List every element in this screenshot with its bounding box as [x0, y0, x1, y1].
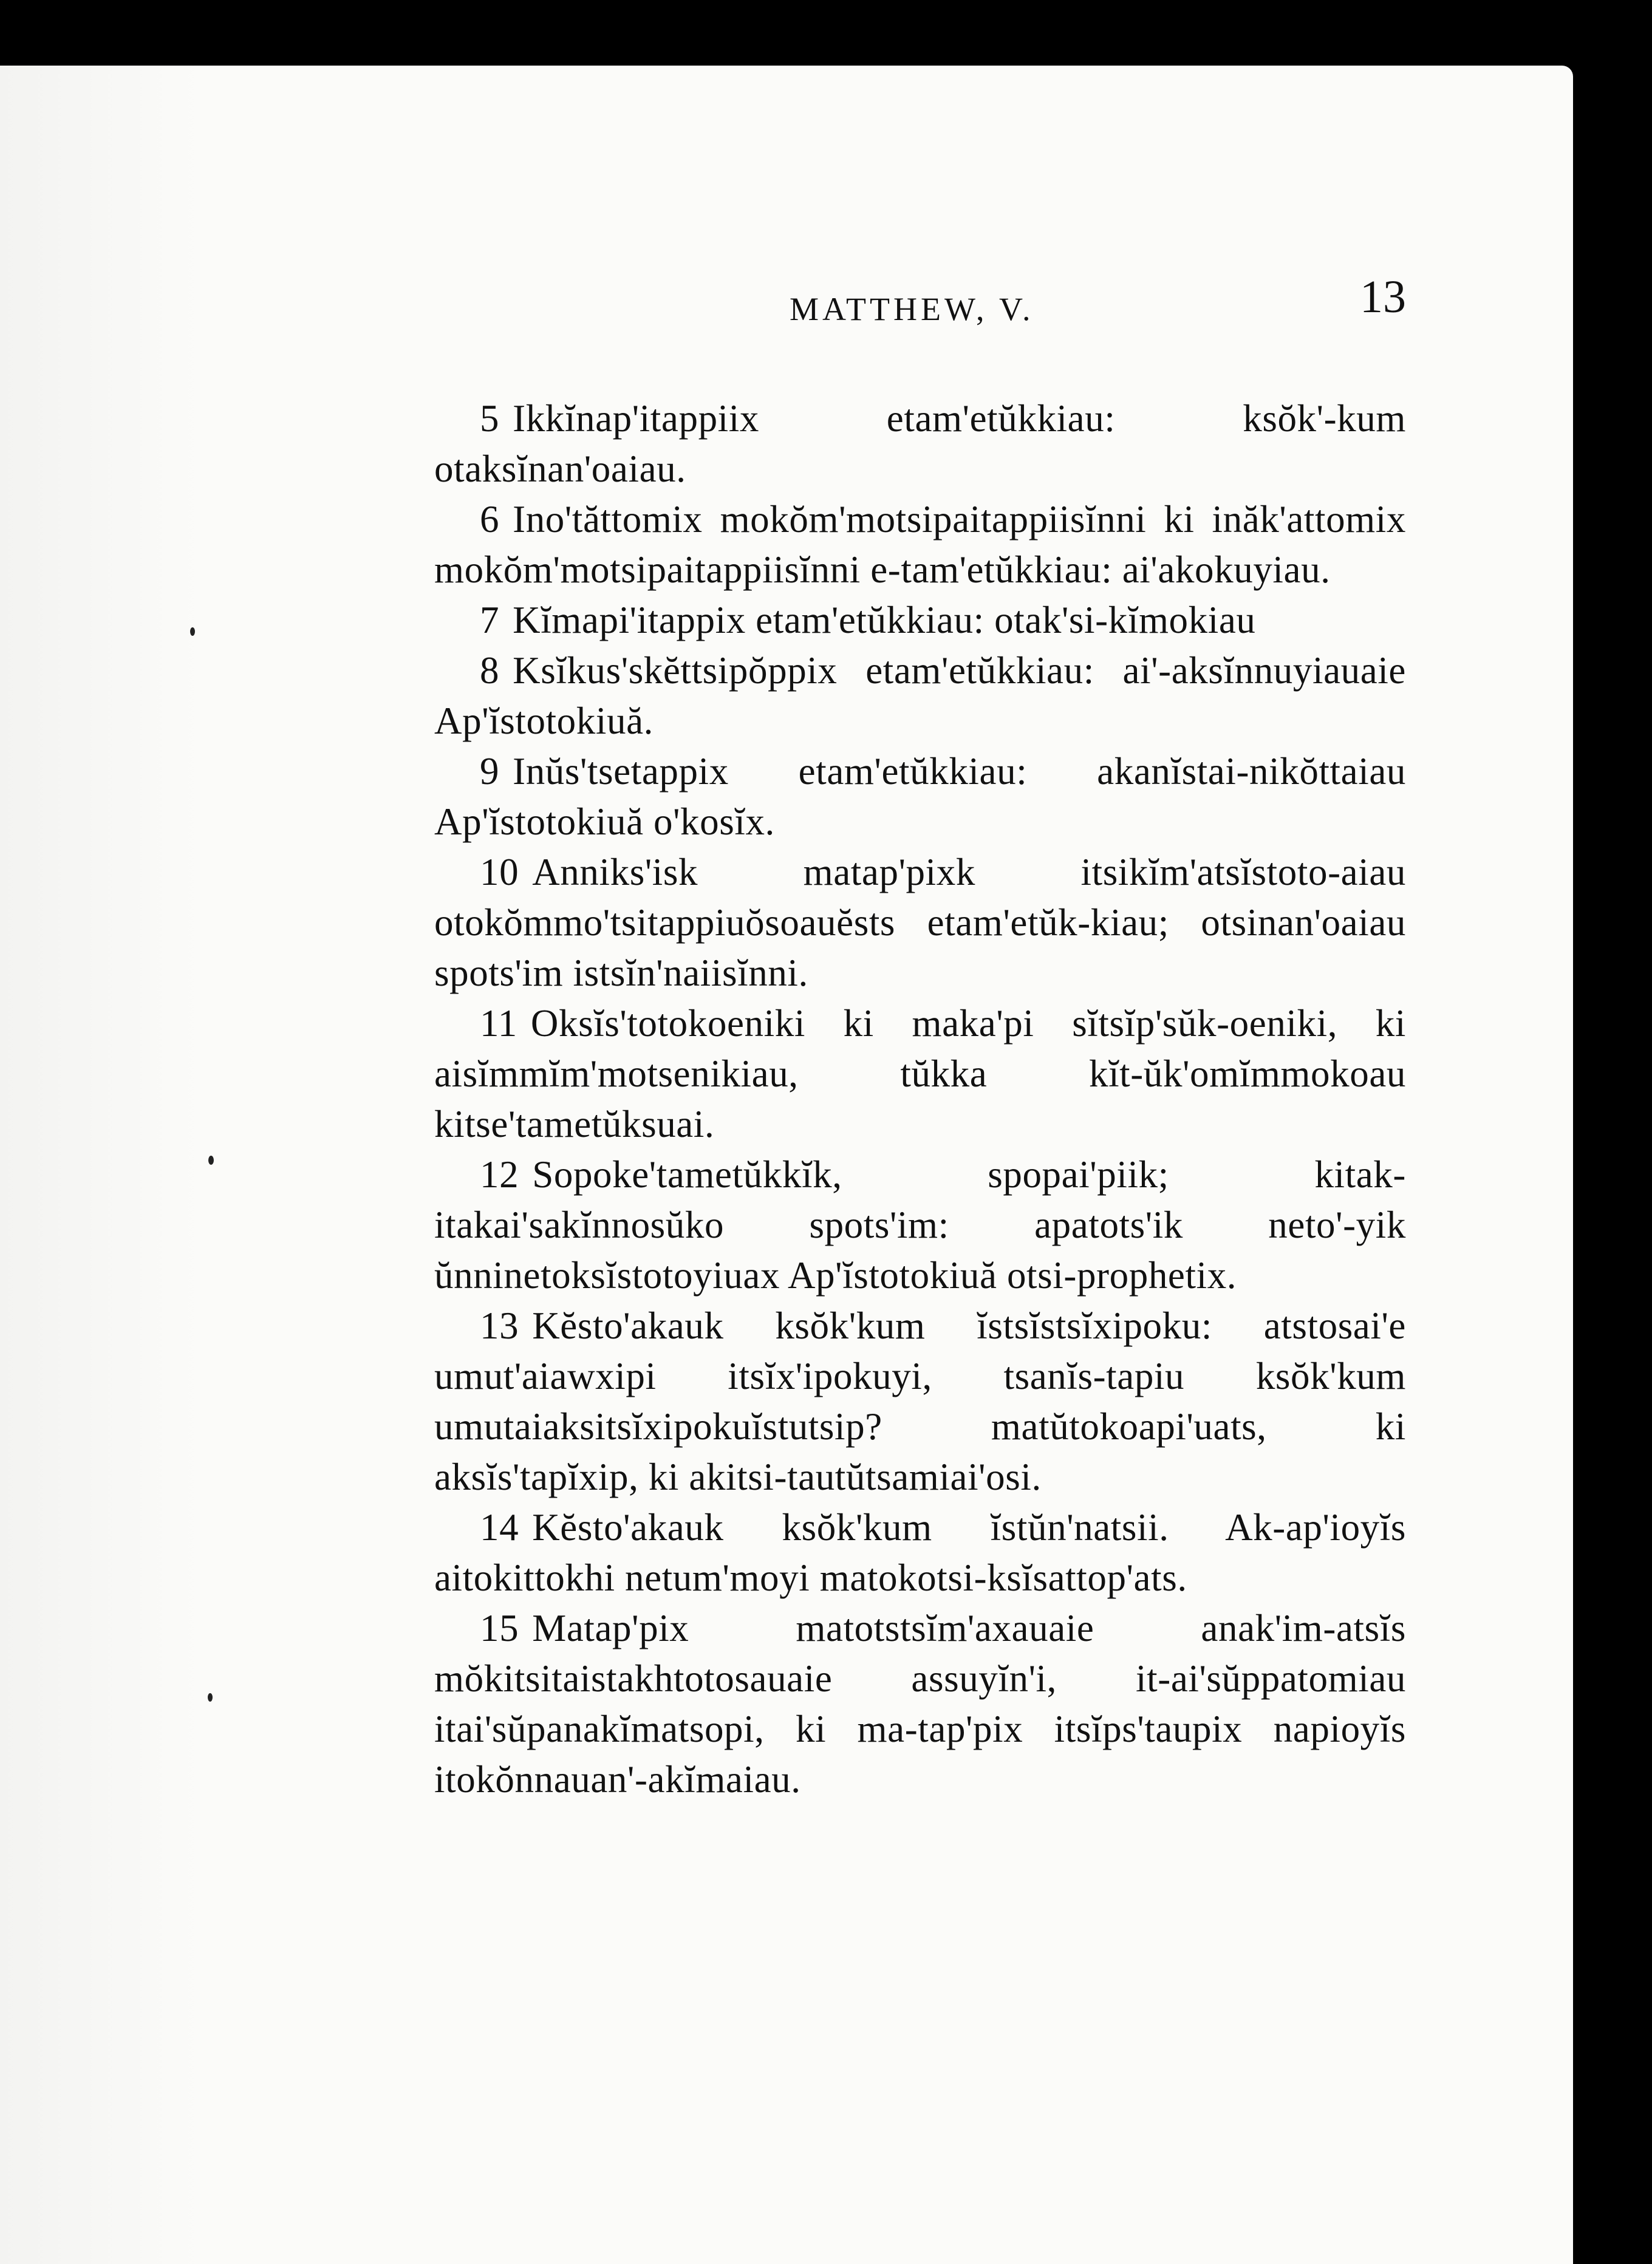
verse-text: Kĕsto'akauk ksŏk'kum ĭstsĭstsĭxipoku: atstosai'e umut'aiawxipi itsĭx'ipokuyi, tsanĭs-tapiu ksŏk'kum umutaiaksitsĭxipokuĭstutsip? matŭtokoapi'uats, ki aksĭs'tapĭxip, ki akitsi-tautŭtsamiai'osi.: [434, 1304, 1406, 1498]
verse-number: 8: [480, 649, 500, 692]
verse-number: 12: [480, 1153, 519, 1196]
verse-text: Ksĭkus'skĕttsipŏppix etam'etŭkkiau: ai'-aksĭnnuyiauaie Ap'ĭstotokiuă.: [434, 649, 1406, 742]
verse: [434, 746, 1406, 847]
verse-text: Matap'pix matotstsĭm'axauaie anak'im-atsĭs mŏkitsitaistakhtotosauaie assuyĭn'i, it-ai'sŭppatomiau itai'sŭpanakĭmatsopi, ki ma-tap'pix itsĭps'taupix napioyĭs itokŏnnauan'-akĭmaiau.: [434, 1607, 1406, 1801]
verse-number: 5: [480, 397, 500, 440]
verse: [434, 1301, 1406, 1502]
verse-text: Ikkĭnap'itappiix etam'etŭkkiau: ksŏk'-kum otaksĭnan'oaiau.: [434, 397, 1406, 490]
verse-text: Sopoke'tametŭkkĭk, spopai'piik; kitak-itakai'sakĭnnosŭko spots'im: apatots'ik neto'-yik ŭnninetoksĭstotoyiuax Ap'ĭstotokiuă otsi-prophetix.: [434, 1153, 1406, 1297]
verse-text: Oksĭs'totokoeniki ki maka'pi sĭtsĭp'sŭk-oeniki, ki aisĭmmĭm'motsenikiau, tŭkka kĭt-ŭk'omĭmmokoau kitse'tametŭksuai.: [434, 1002, 1406, 1145]
verse: [434, 1603, 1406, 1805]
verse-number: 10: [480, 851, 519, 893]
ink-speck: [208, 1693, 213, 1702]
verse: [434, 494, 1406, 595]
verse: [434, 646, 1406, 746]
verse: [434, 998, 1406, 1150]
verse-number: 13: [480, 1304, 519, 1347]
verse: [434, 595, 1406, 646]
verse-number: 15: [480, 1607, 519, 1649]
verse-number: 9: [480, 750, 500, 793]
verse-number: 14: [480, 1506, 519, 1549]
page-header: [440, 267, 1406, 352]
ink-speck: [190, 627, 195, 636]
verse-number: 11: [480, 1002, 517, 1045]
verse-text: Inŭs'tsetappix etam'etŭkkiau: akanĭstai-nikŏttaiau Ap'ĭstotokiuă o'kosĭx.: [434, 750, 1406, 843]
verse-text: Ino'tăttomix mokŏm'motsipaitappiisĭnni ki inăk'attomix mokŏm'motsipaitappiisĭnni e-tam'etŭkkiau: ai'akokuyiau.: [434, 498, 1406, 591]
verse: [434, 847, 1406, 998]
verse: [434, 1150, 1406, 1301]
running-head: MATTHEW, V.: [790, 291, 1034, 327]
verse: [434, 1502, 1406, 1603]
verse-text: Kĭmapi'itappix etam'etŭkkiau: otak'si-kĭmokiau: [513, 599, 1256, 641]
ink-speck: [208, 1156, 214, 1165]
verse-number: 7: [480, 599, 500, 641]
page-number: 13: [1360, 271, 1406, 322]
scripture-text: [434, 394, 1406, 1805]
verse-text: Anniks'isk matap'pixk itsikĭm'atsĭstoto-aiau otokŏmmo'tsitappiuŏsoauĕsts etam'etŭk-kiau; otsinan'oaiau spots'im istsĭn'naiisĭnni.: [434, 851, 1406, 994]
page: [0, 66, 1573, 2264]
verse: [434, 394, 1406, 494]
verse-text: Kĕsto'akauk ksŏk'kum ĭstŭn'natsii. Ak-ap'ioyĭs aitokittokhi netum'moyi matokotsi-ksĭsattop'ats.: [434, 1506, 1406, 1599]
page-left-edge: [0, 66, 200, 2264]
verse-number: 6: [480, 498, 500, 540]
